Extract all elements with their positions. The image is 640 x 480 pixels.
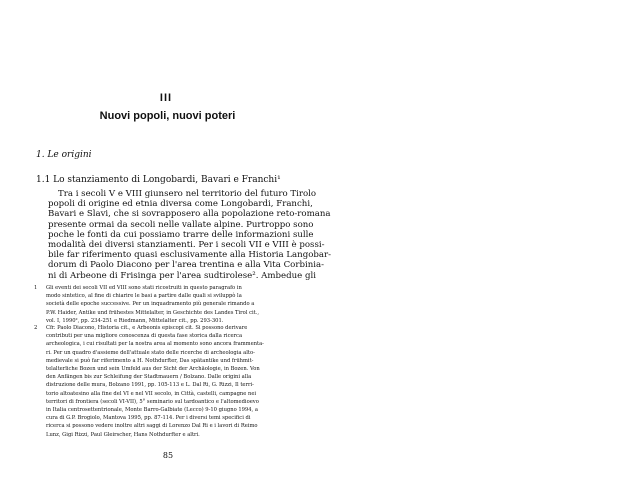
- footnote-number: 1: [34, 285, 38, 291]
- body-line: ni di Arbeone di Frisinga per l'area sudtirolese². Ambedue gli: [48, 270, 316, 281]
- body-paragraph: [48, 189, 332, 281]
- footnote-number: 2: [34, 325, 38, 331]
- footnote-line: den Anfängen bis zur Schleifung der Stadtmauern / Bolzano. Dalle origini alla: [46, 374, 252, 381]
- footnote-line: distruzione delle mura, Bolzano 1991, pp. 105-113 e L. Dal Ri, G. Rizzi, Il terri-: [46, 382, 254, 389]
- footnote-line: territori di frontiera (secoli VI-VII), 5° seminario sul tardoantico e l'altomedioevo: [46, 398, 259, 405]
- footnote-line: torio altoatesino alla fine del VI e nel VII secolo, in Città, castelli, campagne nei: [46, 390, 257, 397]
- subsection-title: 1.1 Lo stanziamento di Longobardi, Bavari e Franchi¹: [36, 175, 281, 185]
- body-line: poche le fonti da cui possiamo trarre delle informazioni sulle: [48, 229, 314, 240]
- footnote-line: medievale si può far riferimento a H. Nothdurfter, Das spätantike und frühmit-: [46, 357, 254, 364]
- body-line: bile far riferimento quasi esclusivamente alla Historia Langobar-: [48, 250, 332, 261]
- footnote-1: [34, 284, 274, 325]
- section-title: 1. Le origini: [36, 150, 92, 160]
- body-line: Tra i secoli V e VIII giunsero nel territorio del futuro Tirolo: [58, 189, 317, 199]
- footnote-line: Lunz, Gigi Rizzi, Paul Gleirscher, Hans Nothdurfter e altri.: [46, 431, 200, 438]
- page-number: 85: [162, 451, 174, 460]
- footnote-line: società delle epoche successive. Per un inquadramento più generale rimando a: [46, 301, 255, 308]
- chapter-title: Nuovi popoli, nuovi poteri: [99, 110, 236, 122]
- body-line: popoli di origine ed etnia diversa come Longobardi, Franchi,: [48, 199, 313, 210]
- footnote-line: cura di G.P. Brogiolo, Mantova 1995, pp. 87-114. Per i diversi temi specifici di: [46, 415, 251, 422]
- footnote-line: ricerca si possono vedere inoltre altri saggi di Lorenzo Dal Ri e i lavori di Reimo: [46, 423, 258, 430]
- body-line: Bavari e Slavi, che si sovrapposero alla popolazione reto-romana: [48, 209, 331, 220]
- body-line: modalità dei diversi stanziamenti. Per i secoli VII e VIII è possi-: [48, 240, 325, 251]
- footnote-line: Gli eventi dei secoli VII ed VIII sono stati ricostruiti in questo paragrafo in: [46, 285, 242, 291]
- body-line: presente ormai da secoli nelle vallate alpine. Purtroppo sono: [48, 219, 314, 230]
- body-line: dorum di Paolo Diacono per l'area trentina e alla Vita Corbinia-: [48, 260, 325, 271]
- chapter-number: III: [159, 92, 173, 104]
- footnote-line: P.W. Haider, Antike und frühestes Mittelalter, in Geschichte des Landes Tirol cit.,: [46, 309, 260, 316]
- footnote-line: Cfr. Paolo Diacono, Historia cit., e Arbeonis episcopi cit. Si possono derivare: [46, 325, 248, 331]
- footnote-2: [34, 324, 274, 439]
- footnote-line: vol. I, 1990², pp. 234-251 e Riedmann, Mittelalter cit., pp. 293-301.: [46, 317, 224, 324]
- footnote-line: modo sintetico, al fine di chiarire le basi a partire dalle quali si sviluppò la: [46, 293, 242, 300]
- footnote-line: ri. Per un quadro d'assieme dell'attuale stato delle ricerche di archeologia alto-: [46, 349, 255, 356]
- footnote-line: contributi per una migliore conoscenza di questa fase storica dalla ricerca: [46, 333, 243, 340]
- footnote-line: archeologica, i cui risultati per la nostra area al momento sono ancora frammenta-: [46, 341, 264, 348]
- footnote-line: telalterliche Bozen und sein Umfeld aus der Sicht der Archäologie, in Bozen. Von: [46, 366, 260, 373]
- footnote-line: in Italia centrosettentrionale, Monte Barro-Galbiate (Lecco) 9-10 giugno 1994, a: [46, 407, 258, 414]
